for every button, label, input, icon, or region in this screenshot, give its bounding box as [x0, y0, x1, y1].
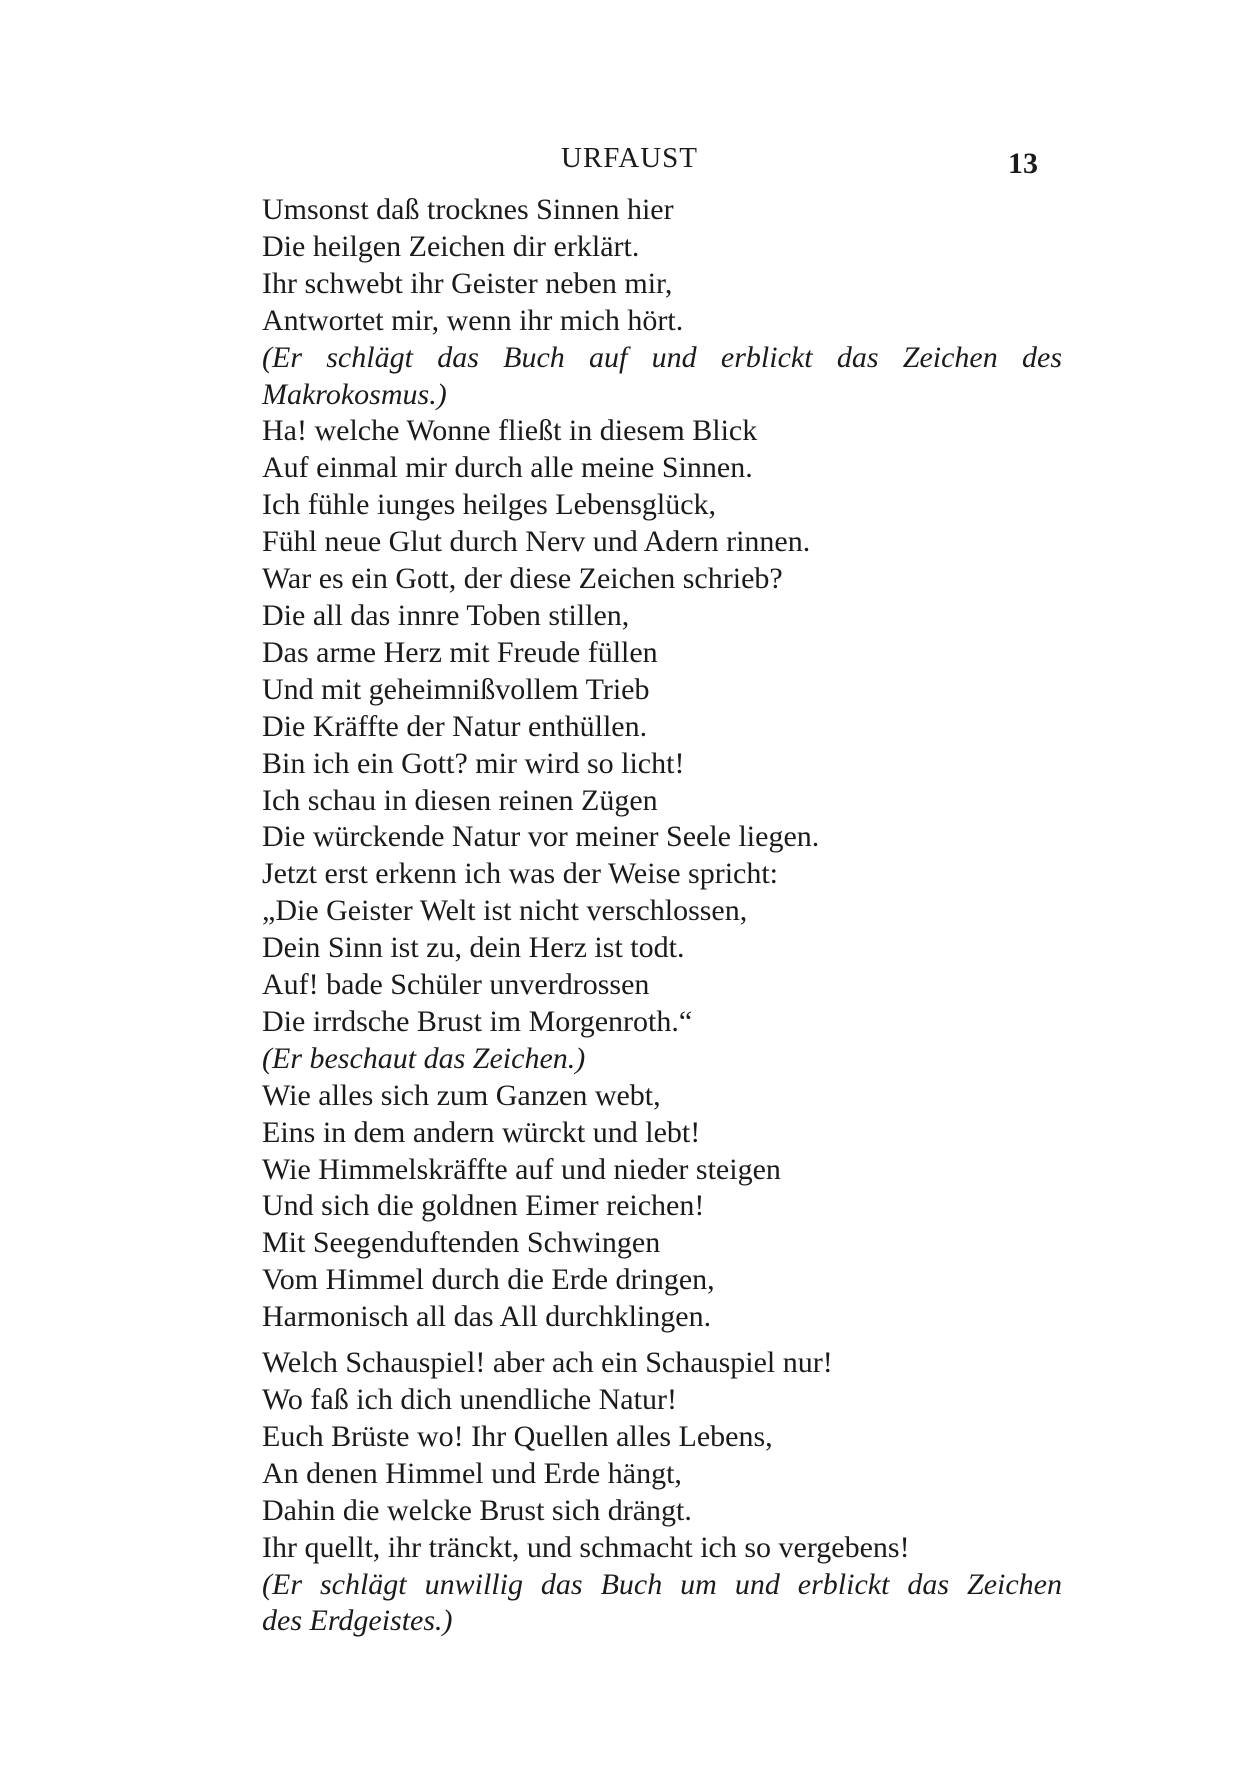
- verse-line: Dahin die welcke Brust sich drängt.: [262, 1493, 692, 1527]
- verse-line: Die irrdsche Brust im Morgenroth.“: [262, 1004, 693, 1038]
- running-title: URFAUST: [561, 142, 698, 174]
- verse-line: Vom Himmel durch die Erde dringen,: [262, 1263, 715, 1297]
- verse-line: Wie alles sich zum Ganzen webt,: [262, 1078, 661, 1112]
- verse-line: Ihr quellt, ihr tränckt, und schmacht ich so vergebens!: [262, 1530, 910, 1564]
- verse-line: Ihr schwebt ihr Geister neben mir,: [262, 266, 673, 300]
- verse-line: „Die Geister Welt ist nicht verschlossen,: [262, 894, 748, 928]
- verse-line: War es ein Gott, der diese Zeichen schrieb?: [262, 562, 783, 596]
- verse-line: Umsonst daß trocknes Sinnen hier: [262, 193, 674, 226]
- verse-line: Jetzt erst erkenn ich was der Weise spricht:: [262, 857, 779, 891]
- verse-line: Und sich die goldnen Eimer reichen!: [262, 1189, 705, 1223]
- verse-block: [262, 192, 1062, 1640]
- verse-line: Die würckende Natur vor meiner Seele liegen.: [262, 820, 820, 854]
- verse-line: Wie Himmelskräffte auf und nieder steigen: [262, 1152, 781, 1186]
- verse-line: Bin ich ein Gott? mir wird so licht!: [262, 746, 685, 780]
- verse-line: Euch Brüste wo! Ihr Quellen alles Lebens,: [262, 1419, 773, 1453]
- verse-line: Mit Seegenduftenden Schwingen: [262, 1226, 661, 1260]
- verse-line: Die heilgen Zeichen dir erklärt.: [262, 229, 640, 263]
- verse-line: Auf einmal mir durch alle meine Sinnen.: [262, 451, 753, 485]
- verse-line: Ich fühle iunges heilges Lebensglück,: [262, 488, 717, 522]
- stage-direction-line: (Er schlägt unwillig das Buch um und erblickt das Zeichen: [262, 1567, 1062, 1601]
- verse-line: Wo faß ich dich unendliche Natur!: [262, 1383, 677, 1416]
- stage-direction-line: (Er beschaut das Zeichen.): [262, 1041, 586, 1075]
- stage-direction-line: (Er schlägt das Buch auf und erblickt das Zeichen des: [262, 340, 1062, 374]
- verse-line: Antwortet mir, wenn ihr mich hört.: [262, 303, 684, 337]
- verse-line: An denen Himmel und Erde hängt,: [262, 1456, 682, 1490]
- stanza-gap: [262, 1336, 1062, 1345]
- verse-line: Eins in dem andern würckt und lebt!: [262, 1115, 701, 1149]
- verse-line: Und mit geheimnißvollem Trieb: [262, 672, 650, 706]
- verse-line: Die all das innre Toben stillen,: [262, 598, 630, 632]
- stage-direction-line: des Erdgeistes.): [262, 1604, 453, 1638]
- verse-line: Ich schau in diesen reinen Zügen: [262, 783, 658, 817]
- verse-line: Dein Sinn ist zu, dein Herz ist todt.: [262, 931, 685, 965]
- verse-line: Auf! bade Schüler unverdrossen: [262, 968, 650, 1002]
- verse-line: Welch Schauspiel! aber ach ein Schauspiel nur!: [262, 1346, 833, 1380]
- verse-line: Ha! welche Wonne fließt in diesem Blick: [262, 414, 758, 448]
- verse-line: Die Kräffte der Natur enthüllen.: [262, 709, 648, 743]
- verse-line: Das arme Herz mit Freude füllen: [262, 635, 658, 669]
- stage-direction-line: Makrokosmus.): [262, 377, 447, 411]
- page-number: 13: [1008, 147, 1038, 180]
- verse-line: Harmonisch all das All durchklingen.: [262, 1300, 712, 1334]
- verse-line: Fühl neue Glut durch Nerv und Adern rinnen.: [262, 525, 811, 559]
